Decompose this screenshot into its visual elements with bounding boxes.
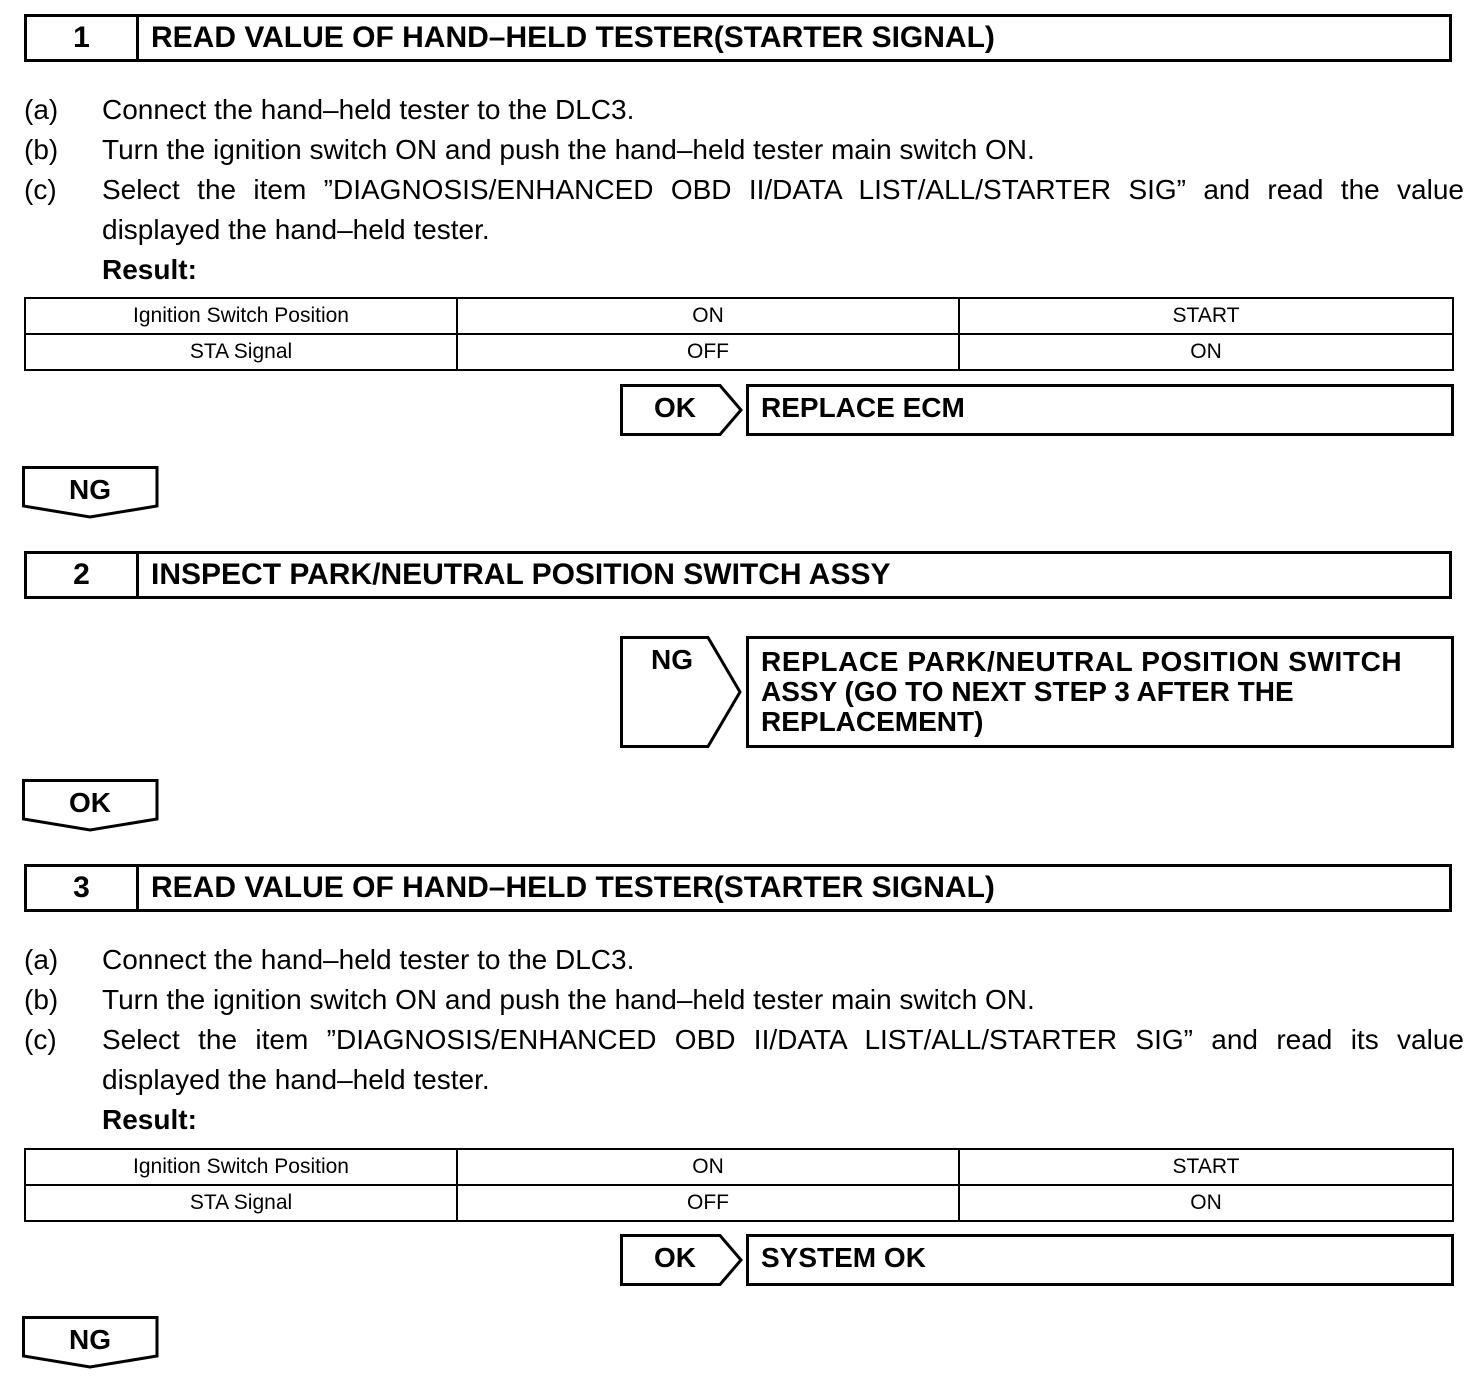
instruction-text: Connect the hand–held tester to the DLC3. — [102, 94, 635, 125]
instruction-label: (b) — [24, 984, 59, 1015]
step-3-down-arrow — [22, 1316, 162, 1370]
instruction-item — [24, 130, 1464, 170]
table-cell: Ignition Switch Position — [25, 298, 457, 334]
branch-result-text: SYSTEM OK — [761, 1242, 926, 1273]
instruction-item — [24, 90, 1464, 130]
step-2-down-arrow — [22, 779, 162, 833]
instruction-item — [24, 980, 1464, 1020]
step-3-result-table — [24, 1148, 1454, 1222]
result-label: Result: — [102, 254, 197, 285]
table-cell: OFF — [457, 1185, 959, 1221]
step-1-instructions — [24, 90, 1464, 290]
branch-result-box — [746, 384, 1454, 436]
step-title: READ VALUE OF HAND–HELD TESTER(STARTER SIGNAL) — [151, 871, 995, 904]
table-cell: START — [959, 1149, 1453, 1185]
branch-label: NG — [651, 644, 693, 675]
branch-result-box — [746, 636, 1454, 748]
table-cell: STA Signal — [25, 334, 457, 370]
step-3-branch — [620, 1234, 1454, 1286]
step-3-header — [24, 864, 1452, 912]
table-cell: Ignition Switch Position — [25, 1149, 457, 1185]
instruction-label: (b) — [24, 134, 59, 165]
instruction-item — [24, 170, 1464, 250]
table-cell: ON — [457, 1149, 959, 1185]
table-row — [25, 334, 1453, 370]
table-cell: ON — [959, 334, 1453, 370]
step-3-instructions — [24, 940, 1464, 1140]
instruction-label: (c) — [24, 1024, 57, 1055]
branch-result-box — [746, 1234, 1454, 1286]
table-cell: ON — [457, 298, 959, 334]
branch-result-line: REPLACEMENT) — [761, 706, 984, 737]
instruction-text: Turn the ignition switch ON and push the hand–held tester main switch ON. — [102, 984, 1035, 1015]
down-arrow-label: NG — [69, 474, 111, 505]
table-cell: START — [959, 298, 1453, 334]
table-row — [25, 1149, 1453, 1185]
instruction-label: (a) — [24, 94, 59, 125]
instruction-text: Turn the ignition switch ON and push the hand–held tester main switch ON. — [102, 134, 1035, 165]
instruction-item — [24, 1020, 1464, 1100]
table-cell: OFF — [457, 334, 959, 370]
branch-result-text: REPLACE ECM — [761, 392, 965, 423]
branch-result-line: ASSY (GO TO NEXT STEP 3 AFTER THE — [761, 676, 1294, 707]
instruction-item — [24, 940, 1464, 980]
instruction-text: Connect the hand–held tester to the DLC3. — [102, 944, 635, 975]
branch-label: OK — [654, 392, 696, 423]
step-1-down-arrow — [22, 466, 162, 520]
table-cell: ON — [959, 1185, 1453, 1221]
instruction-text: Select the item ”DIAGNOSIS/ENHANCED OBD II/DATA LIST/ALL/STARTER SIG” and read the value displayed the hand–held tester. — [102, 174, 1464, 245]
branch-label: OK — [654, 1242, 696, 1273]
down-arrow-label: NG — [69, 1324, 111, 1355]
step-1-branch — [620, 384, 1454, 436]
step-2-header — [24, 551, 1452, 599]
instruction-label: (c) — [24, 174, 57, 205]
result-label: Result: — [102, 1104, 197, 1135]
instruction-label: (a) — [24, 944, 59, 975]
step-title: INSPECT PARK/NEUTRAL POSITION SWITCH ASSY — [151, 558, 891, 591]
step-title: READ VALUE OF HAND–HELD TESTER(STARTER SIGNAL) — [151, 21, 995, 54]
down-arrow-label: OK — [69, 787, 111, 818]
step-number: 2 — [27, 554, 139, 596]
step-2-branch — [620, 636, 1454, 748]
branch-result-line: REPLACE PARK/NEUTRAL POSITION SWITCH — [761, 646, 1403, 677]
instruction-text: Select the item ”DIAGNOSIS/ENHANCED OBD II/DATA LIST/ALL/STARTER SIG” and read its value displayed the hand–held tester. — [102, 1024, 1464, 1095]
step-1-result-table — [24, 297, 1454, 371]
table-cell: STA Signal — [25, 1185, 457, 1221]
step-number: 1 — [27, 17, 139, 59]
table-row — [25, 298, 1453, 334]
step-number: 3 — [27, 867, 139, 909]
step-1-header — [24, 14, 1452, 62]
table-row — [25, 1185, 1453, 1221]
